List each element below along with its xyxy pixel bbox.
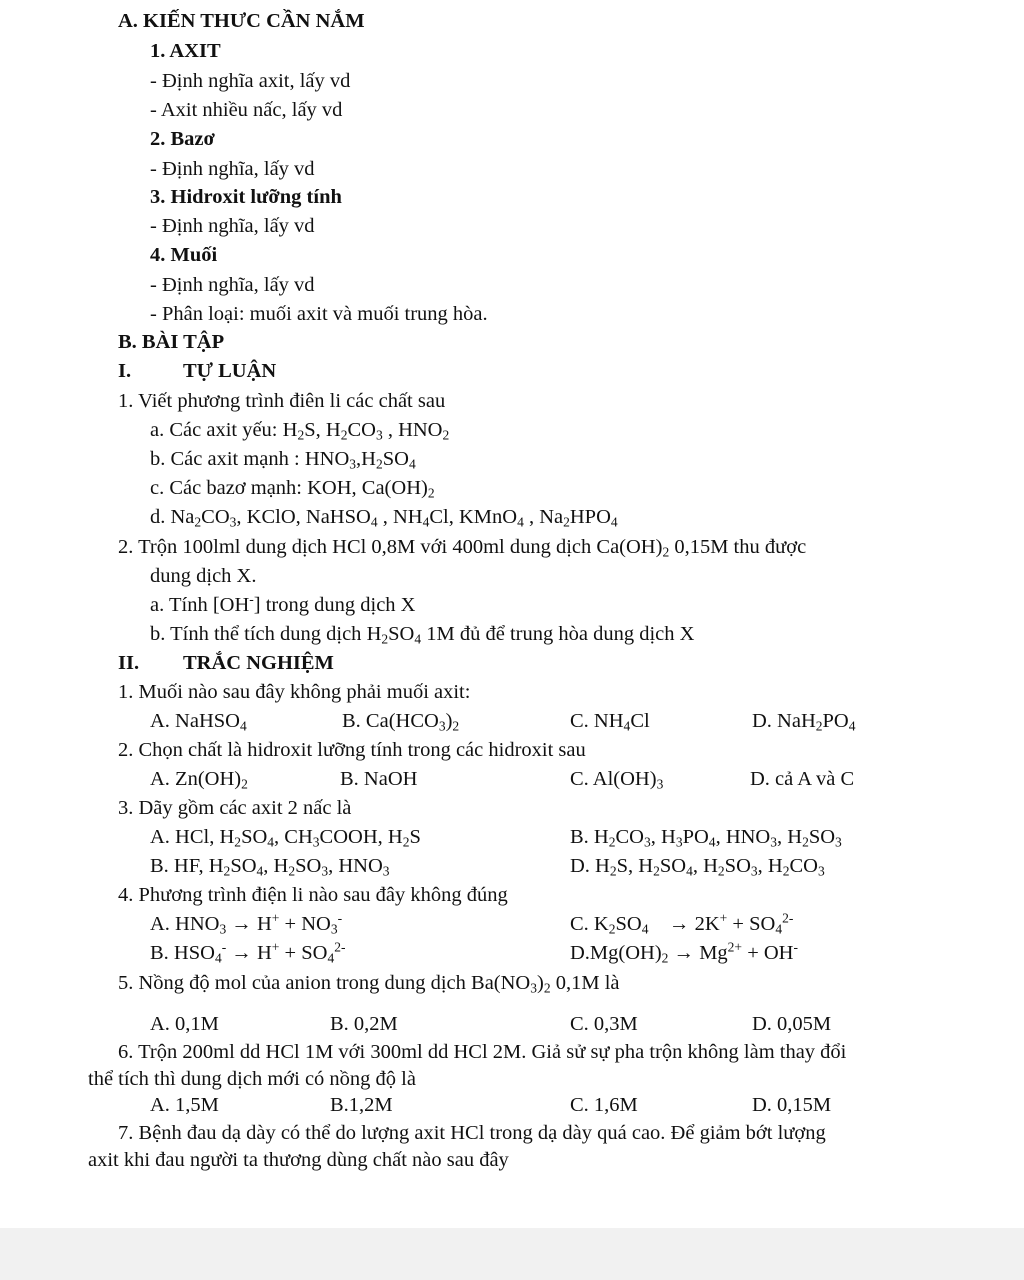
mc-question-5: 5. Nồng độ mol của anion trong dung dịch $Ba(NO_3)_2$ 0,1M là bbox=[118, 972, 620, 996]
mc1-option-a: A. NaHSO$_4$ bbox=[150, 710, 247, 734]
mc-question-7-line1: 7. Bệnh đau dạ dày có thể do lượng axit HCl trong dạ dày quá cao. Để giảm bớt lượng bbox=[118, 1122, 826, 1144]
page-bottom-margin bbox=[0, 1228, 1024, 1280]
mc-question-1: 1. Muối nào sau đây không phải muối axit: bbox=[118, 681, 471, 703]
list-item: - Định nghĩa axit, lấy vd bbox=[150, 70, 351, 92]
mc-question-6-line1: 6. Trộn 200ml dd HCl 1M với 300ml dd HCl 2M. Giả sử sự pha trộn không làm thay đổi bbox=[118, 1041, 847, 1063]
mc2-option-c: C. $Al(OH)_3$ bbox=[570, 768, 664, 792]
section-b-title: B. BÀI TẬP bbox=[118, 331, 225, 353]
mc2-option-d: D. cả A và C bbox=[750, 768, 855, 790]
mc1-option-d: D. $NaH_2PO_4$ bbox=[752, 710, 856, 734]
mc4-option-b: B. $HSO_4^- \to H^+ + SO_4^{2-}$ bbox=[150, 939, 346, 966]
question-2-line1: 2. Trộn 100lml dung dịch HCl 0,8M với 400ml dung dịch $Ca(OH)_2$ 0,15M thu được bbox=[118, 536, 807, 560]
question-1a: a. Các axit yếu: $H_2S$, $H_2CO_3$ , $HNO_2$ bbox=[150, 419, 450, 443]
question-1: 1. Viết phương trình điên li các chất sau bbox=[118, 390, 446, 412]
list-item: - Định nghĩa, lấy vd bbox=[150, 215, 315, 237]
mc3-option-b2: B. HF, $H_2SO_4$, $H_2SO_3$, $HNO_3$ bbox=[150, 855, 390, 879]
section-a1-heading: 1. AXIT bbox=[150, 40, 221, 62]
mc5-option-c: C. 0,3M bbox=[570, 1013, 638, 1035]
mc4-option-a: A. $HNO_3 \to H^+ + NO_3^-$ bbox=[150, 910, 343, 937]
mc2-option-a: A. $Zn(OH)_2$ bbox=[150, 768, 248, 792]
mc1-option-b: B. $Ca(HCO_3)_2$ bbox=[342, 710, 460, 734]
mc6-option-d: D. 0,15M bbox=[752, 1094, 832, 1116]
mc3-option-a: A. HCl, $H_2SO_4$, $CH_3COOH$, $H_2S$ bbox=[150, 826, 421, 850]
section-b2-title: TRẮC NGHIỆM bbox=[183, 652, 334, 674]
mc2-option-b: B. NaOH bbox=[340, 768, 418, 790]
mc3-option-d: D. $H_2S$, $H_2SO_4$, $H_2SO_3$, $H_2CO_3$ bbox=[570, 855, 825, 879]
section-a3-heading: 3. Hidroxit lưỡng tính bbox=[150, 186, 342, 208]
question-1c: c. Các bazơ mạnh: KOH, $Ca(OH)_2$ bbox=[150, 477, 435, 501]
mc3-option-b1: B. $H_2CO_3$, $H_3PO_4$, $HNO_3$, $H_2SO_3$ bbox=[570, 826, 842, 850]
section-a-title: A. KIẾN THƯC CẦN NẮM bbox=[118, 10, 365, 32]
section-b1-number: I. bbox=[118, 360, 132, 382]
mc-question-7-line2: axit khi đau người ta thương dùng chất nào sau đây bbox=[88, 1149, 509, 1171]
list-item: - Định nghĩa, lấy vd bbox=[150, 158, 315, 180]
mc5-option-a: A. 0,1M bbox=[150, 1013, 219, 1035]
question-2a: a. Tính [OH-] trong dung dịch X bbox=[150, 591, 416, 616]
mc4-option-c: C. $K_2SO_4$ → $2K^+ + SO_4^{2-}$ bbox=[570, 910, 794, 937]
list-item: - Axit nhiều nấc, lấy vd bbox=[150, 99, 343, 121]
mc6-option-c: C. 1,6M bbox=[570, 1094, 638, 1116]
section-a4-heading: 4. Muối bbox=[150, 244, 218, 266]
question-2-line2: dung dịch X. bbox=[150, 565, 257, 587]
mc6-option-b: B.1,2M bbox=[330, 1094, 393, 1116]
section-b2-number: II. bbox=[118, 652, 140, 674]
mc-question-3: 3. Dãy gồm các axit 2 nấc là bbox=[118, 797, 352, 819]
question-2b: b. Tính thể tích dung dịch $H_2SO_4$ 1M đủ để trung hòa dung dịch X bbox=[150, 623, 695, 647]
mc1-option-c: C. $NH_4Cl$ bbox=[570, 710, 650, 734]
mc5-option-b: B. 0,2M bbox=[330, 1013, 398, 1035]
section-b1-title: TỰ LUẬN bbox=[183, 360, 277, 382]
list-item: - Phân loại: muối axit và muối trung hòa. bbox=[150, 303, 488, 325]
mc5-option-d: D. 0,05M bbox=[752, 1013, 832, 1035]
mc4-option-d: $D.Mg(OH)_2 \to Mg^{2+} + OH^-$ bbox=[570, 939, 798, 966]
mc-question-6-line2: thể tích thì dung dịch mới có nồng độ là bbox=[88, 1068, 416, 1090]
section-a2-heading: 2. Bazơ bbox=[150, 128, 215, 150]
question-1d: d. $Na_2CO_3$, KClO, NaHSO$_4$ , $NH_4Cl$, KMnO$_4$ , $Na_2HPO_4$ bbox=[150, 506, 618, 530]
question-1b: b. Các axit mạnh : $HNO_3,H_2SO_4$ bbox=[150, 448, 416, 472]
mc6-option-a: A. 1,5M bbox=[150, 1094, 219, 1116]
mc-question-2: 2. Chọn chất là hidroxit lưỡng tính trong các hidroxit sau bbox=[118, 739, 586, 761]
list-item: - Định nghĩa, lấy vd bbox=[150, 274, 315, 296]
mc-question-4: 4. Phương trình điện li nào sau đây không đúng bbox=[118, 884, 508, 906]
